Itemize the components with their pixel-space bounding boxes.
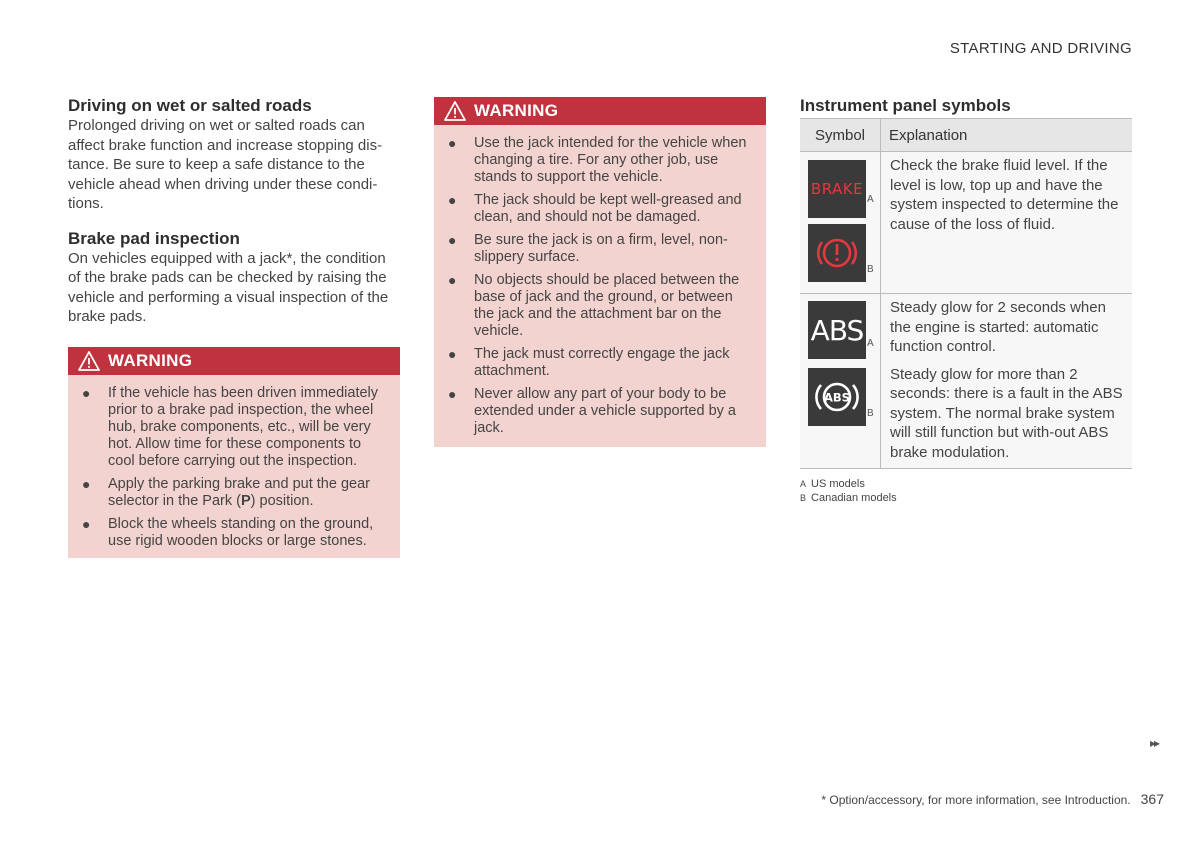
warning-item: ● Be sure the jack is on a firm, level, non-slippery surface. (448, 232, 728, 265)
abs-text-icon: ABS (808, 301, 866, 359)
section-title: STARTING AND DRIVING (949, 40, 1132, 57)
explanation-text: Steady glow for more than 2 seconds: there is a fault in the ABS system. The normal brake system will still function but with-out ABS brake modulation. (890, 365, 1123, 461)
warning-item: ● The jack should be kept well-greased and clean, and should not be damaged. (448, 192, 742, 225)
warning-box-brake-pad (68, 347, 400, 558)
warning-triangle-icon (444, 101, 466, 121)
page-footer (821, 791, 1164, 807)
header-explanation: Explanation (881, 119, 1133, 152)
footnote: B Canadian models (800, 492, 897, 504)
wet-roads-heading: Driving on wet or salted roads (68, 96, 312, 115)
table-row (800, 294, 1132, 469)
warning-box-jack (434, 97, 766, 447)
footnotes (800, 477, 1132, 505)
explanation-cell (881, 152, 1133, 294)
warning-item: ● Apply the parking brake and put the gear selector in the Park (P) position. (82, 475, 370, 509)
brake-circle-icon (808, 224, 866, 282)
warning-item: ● Use the jack intended for the vehicle when changing a tire. For any other job, use stands to support the vehicle. (448, 135, 747, 185)
wet-roads-text: Prolonged driving on wet or salted roads can affect brake function and increase stopping dis-tance. Be sure to keep a safe distance to the vehicle ahead when driving under these condi-tions. (68, 117, 383, 212)
warning-item: ● Never allow any part of your body to be extended under a vehicle supported by a jack. (448, 386, 736, 436)
warning-label: WARNING (474, 101, 559, 120)
warning-item: ● No objects should be placed between the base of jack and the ground, or between the jack and the attachment bar on the vehicle. (448, 272, 740, 339)
footnote-marker: B (867, 264, 874, 275)
warning-list (68, 375, 400, 550)
next-page-arrows-icon[interactable]: ▸▸ (1150, 736, 1159, 750)
footnote: A US models (800, 478, 865, 490)
header-symbol: Symbol (800, 119, 881, 152)
explanation-text: Steady glow for 2 seconds when the engine is started: automatic function control. (890, 299, 1106, 355)
table-row (800, 152, 1132, 294)
column-right (800, 95, 1132, 505)
warning-item: ● The jack must correctly engage the jack attachment. (448, 346, 730, 379)
explanation-text: Check the brake fluid level. If the level is low, top up and have the system inspected to determine the cause of the loss of fluid. (890, 157, 1119, 233)
warning-list (434, 125, 766, 437)
symbol-cell (800, 294, 881, 469)
footnote-marker: A (867, 194, 874, 205)
page-number: 367 (1140, 791, 1164, 807)
brake-pad-heading: Brake pad inspection (68, 228, 240, 248)
brake-pad-text: On vehicles equipped with a jack*, the condition of the brake pads can be checked by raising the vehicle and performing a visual inspection of the brake pads. (68, 249, 389, 325)
footnote-marker: B (867, 408, 874, 419)
column-middle (434, 97, 766, 447)
abs-circle-icon (808, 368, 866, 426)
brake-text-icon: BRAKE (808, 160, 866, 218)
svg-text:ABS: ABS (824, 390, 850, 405)
symbol-cell (800, 152, 881, 294)
warning-triangle-icon (78, 351, 100, 371)
instrument-symbols-heading: Instrument panel symbols (800, 96, 1011, 115)
warning-item: ● Block the wheels standing on the ground, use rigid wooden blocks or large stones. (82, 515, 374, 549)
table-header-row (800, 119, 1132, 152)
symbols-table (800, 118, 1132, 469)
warning-header (68, 347, 400, 375)
warning-header (434, 97, 766, 125)
footer-note: * Option/accessory, for more information, see Introduction. (821, 793, 1131, 807)
explanation-cell (881, 294, 1133, 469)
footnote-marker: A (867, 338, 874, 349)
warning-label: WARNING (108, 350, 193, 370)
warning-item: ● If the vehicle has been driven immediately prior to a brake pad inspection, the wheel hub, brake components, etc., will be very hot. Allow time for these components to cool before carrying out the inspection. (82, 384, 379, 469)
column-left (68, 95, 400, 558)
